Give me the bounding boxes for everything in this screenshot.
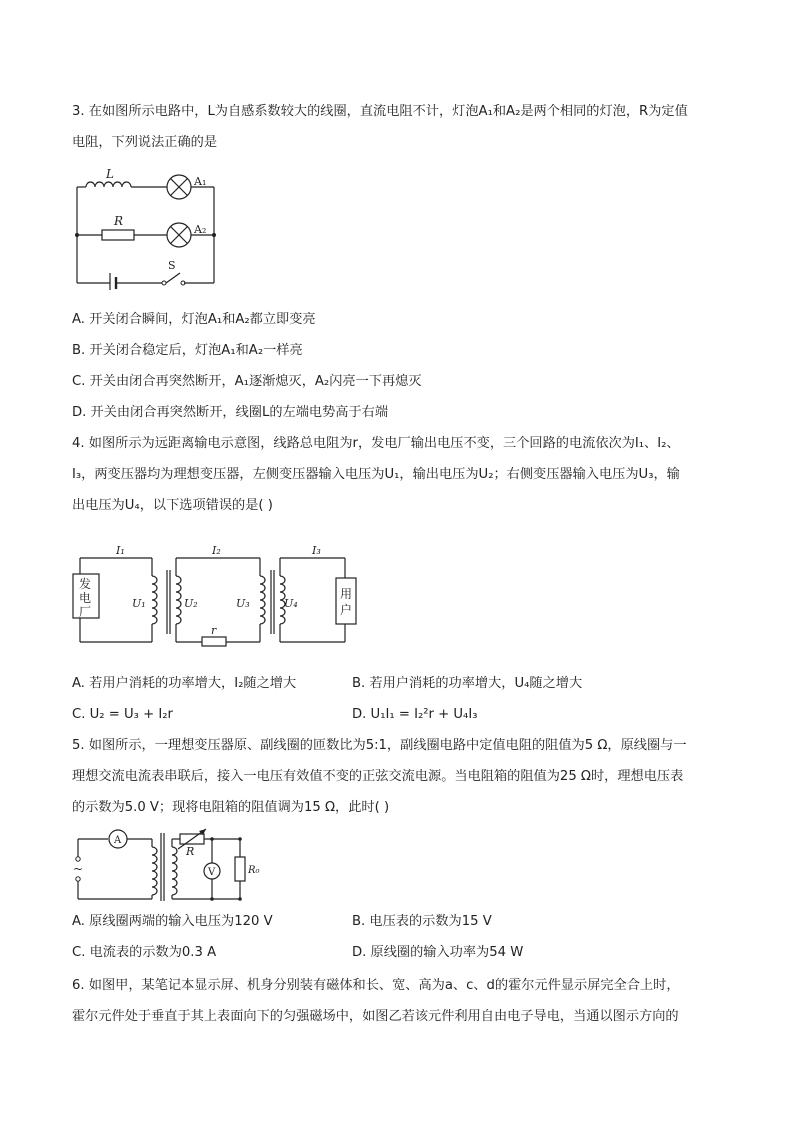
q4-fig-generator-3: 厂 xyxy=(79,605,92,619)
q4-stem-line1: 4. 如图所示为远距离输电示意图，线路总电阻为r，发电厂输出电压不变，三个回路的电流依次为I₁、I₂、 xyxy=(72,436,680,451)
q4-transmission-figure xyxy=(70,540,370,650)
q4-fig-I2: I₂ xyxy=(212,544,221,557)
q5-fig-voltmeter[interactable]: V xyxy=(208,867,216,878)
q4-option-b: B. 若用户消耗的功率增大，U₄随之增大 xyxy=(352,676,583,691)
q3-fig-label-R: R xyxy=(114,214,124,228)
q4-fig-r: r xyxy=(211,624,217,637)
q3-fig-label-A2: A₂ xyxy=(194,223,207,236)
q4-option-a: A. 若用户消耗的功率增大，I₂随之增大 xyxy=(72,676,297,691)
q6-stem-line2: 霍尔元件处于垂直于其上表面向下的匀强磁场中，如图乙若该元件利用自由电子导电，当通以图示方向的 xyxy=(72,1009,679,1024)
q4-stem-line2: I₃，两变压器均为理想变压器，左侧变压器输入电压为U₁，输出电压为U₂；右侧变压器输入电压为U₃，输 xyxy=(72,467,680,482)
q3-fig-label-A1: A₁ xyxy=(194,175,207,188)
q3-option-a: A. 开关闭合瞬间，灯泡A₁和A₂都立即变亮 xyxy=(72,312,316,327)
q4-fig-U2: U₂ xyxy=(184,597,198,610)
q4-fig-I1: I₁ xyxy=(116,544,125,557)
q5-fig-R: R xyxy=(186,845,195,858)
q3-option-b: B. 开关闭合稳定后，灯泡A₁和A₂一样亮 xyxy=(72,343,303,358)
q3-fig-label-S: S xyxy=(168,259,176,272)
q3-stem-line2: 电阻，下列说法正确的是 xyxy=(72,135,218,150)
q5-fig-ammeter[interactable]: A xyxy=(114,835,122,846)
q5-fig-R0: R₀ xyxy=(248,865,260,876)
q5-transformer-figure xyxy=(68,825,268,903)
q5-fig-ac-source: ~ xyxy=(73,862,84,876)
q3-option-d: D. 开关由闭合再突然断开，线圈L的左端电势高于右端 xyxy=(72,405,389,420)
q4-fig-generator-1: 发 xyxy=(79,577,92,591)
q5-option-a: A. 原线圈两端的输入电压为120 V xyxy=(72,914,273,929)
q5-option-d: D. 原线圈的输入功率为54 W xyxy=(352,945,524,960)
q4-fig-U4: U₄ xyxy=(284,597,298,610)
q4-option-c: C. U₂ = U₃ + I₂r xyxy=(72,707,173,722)
q5-option-c: C. 电流表的示数为0.3 A xyxy=(72,945,217,960)
q4-fig-I3: I₃ xyxy=(312,544,321,557)
q5-stem-line3: 的示数为5.0 V；现将电阻箱的阻值调为15 Ω，此时( ) xyxy=(72,800,390,815)
q3-circuit-figure xyxy=(72,165,222,290)
q5-stem-line1: 5. 如图所示，一理想变压器原、副线圈的匝数比为5:1，副线圈电路中定值电阻的阻值为5 Ω，原线圈与一 xyxy=(72,738,687,753)
q5-stem-line2: 理想交流电流表串联后，接入一电压有效值不变的正弦交流电源。当电阻箱的阻值为25 Ω时，理想电压表 xyxy=(72,769,684,784)
q3-fig-label-L: L xyxy=(106,167,114,181)
q4-option-d: D. U₁I₁ = I₂²r + U₄I₃ xyxy=(352,707,478,722)
q4-fig-user-2: 户 xyxy=(340,603,353,617)
q3-stem-line1: 3. 在如图所示电路中，L为自感系数较大的线圈，直流电阻不计，灯泡A₁和A₂是两个相同的灯泡，R为定值 xyxy=(72,104,688,119)
q4-fig-generator-2: 电 xyxy=(79,591,92,605)
q4-fig-U1: U₁ xyxy=(132,597,146,610)
q3-option-c: C. 开关由闭合再突然断开，A₁逐渐熄灭，A₂闪亮一下再熄灭 xyxy=(72,374,422,389)
q4-stem-line3: 出电压为U₄，以下选项错误的是( ) xyxy=(72,498,273,513)
q4-fig-U3: U₃ xyxy=(236,597,250,610)
q4-fig-user-1: 用 xyxy=(340,587,353,601)
q5-option-b: B. 电压表的示数为15 V xyxy=(352,914,492,929)
q6-stem-line1: 6. 如图甲，某笔记本显示屏、机身分别装有磁体和长、宽、高为a、c、d的霍尔元件显示屏完全合上时， xyxy=(72,978,680,993)
